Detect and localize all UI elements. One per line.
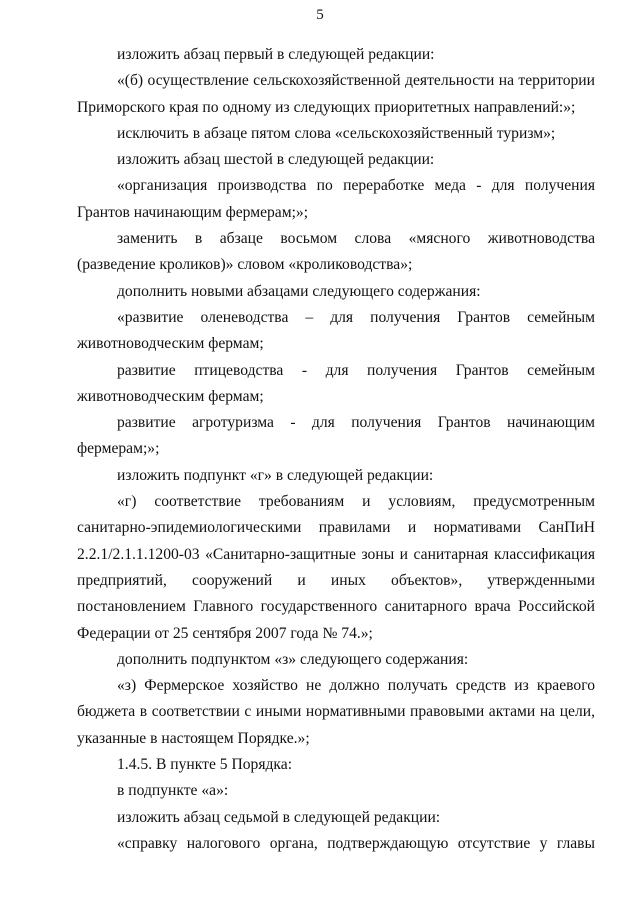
paragraph: заменить в абзаце восьмом слова «мясного животноводства (разведение кроликов)» словом «кролиководства»; — [77, 230, 595, 274]
document-body — [77, 42, 595, 857]
paragraph: изложить подпункт «г» в следующей редакции: — [117, 466, 434, 484]
paragraph: изложить абзац седьмой в следующей редакции: — [117, 808, 441, 826]
paragraph-continued: «справку налогового органа, подтверждающую отсутствие у главы — [117, 834, 595, 852]
page-number: 5 — [316, 7, 324, 23]
paragraph: изложить абзац шестой в следующей редакции: — [117, 151, 435, 169]
paragraph: в подпункте «а»: — [117, 782, 229, 800]
paragraph: 1.4.5. В пункте 5 Порядка: — [117, 756, 293, 774]
paragraph: развитие агротуризма - для получения Грантов начинающим фермерам;»; — [77, 414, 595, 458]
paragraph: дополнить новыми абзацами следующего содержания: — [117, 282, 481, 300]
paragraph: «з) Фермерское хозяйство не должно получать средств из краевого бюджета в соответствии с иными нормативными правовыми актами на цели, указанные в настоящем Порядке.»; — [77, 677, 595, 747]
paragraph: дополнить подпунктом «з» следующего содержания: — [117, 650, 469, 668]
paragraph: исключить в абзаце пятом слова «сельскохозяйственный туризм»; — [117, 124, 556, 142]
paragraph: «организация производства по переработке меда - для получения Грантов начинающим фермерам;»; — [77, 177, 595, 221]
paragraph: изложить абзац первый в следующей редакции: — [117, 46, 435, 63]
paragraph: «(б) осуществление сельскохозяйственной деятельности на территории Приморского края по одному из следующих приоритетных направлений:»; — [77, 72, 595, 116]
paragraph: развитие птицеводства - для получения Грантов семейным животноводческим фермам; — [77, 361, 595, 405]
paragraph: «развитие оленеводства – для получения Грантов семейным животноводческим фермам; — [77, 308, 595, 353]
paragraph: «г) соответствие требованиям и условиям, предусмотренным санитарно-эпидемиологическими правилами и нормативами СанПиН 2.2.1/2.1.1.1200-03 «Санитарно-защитные зоны и санитарная классификация предприятий, сооружений и иных объектов», утвержденными постановлением Главного государственного санитарного врача Российской Федерации от 25 сентября 2007 года № 74.»; — [77, 493, 595, 642]
